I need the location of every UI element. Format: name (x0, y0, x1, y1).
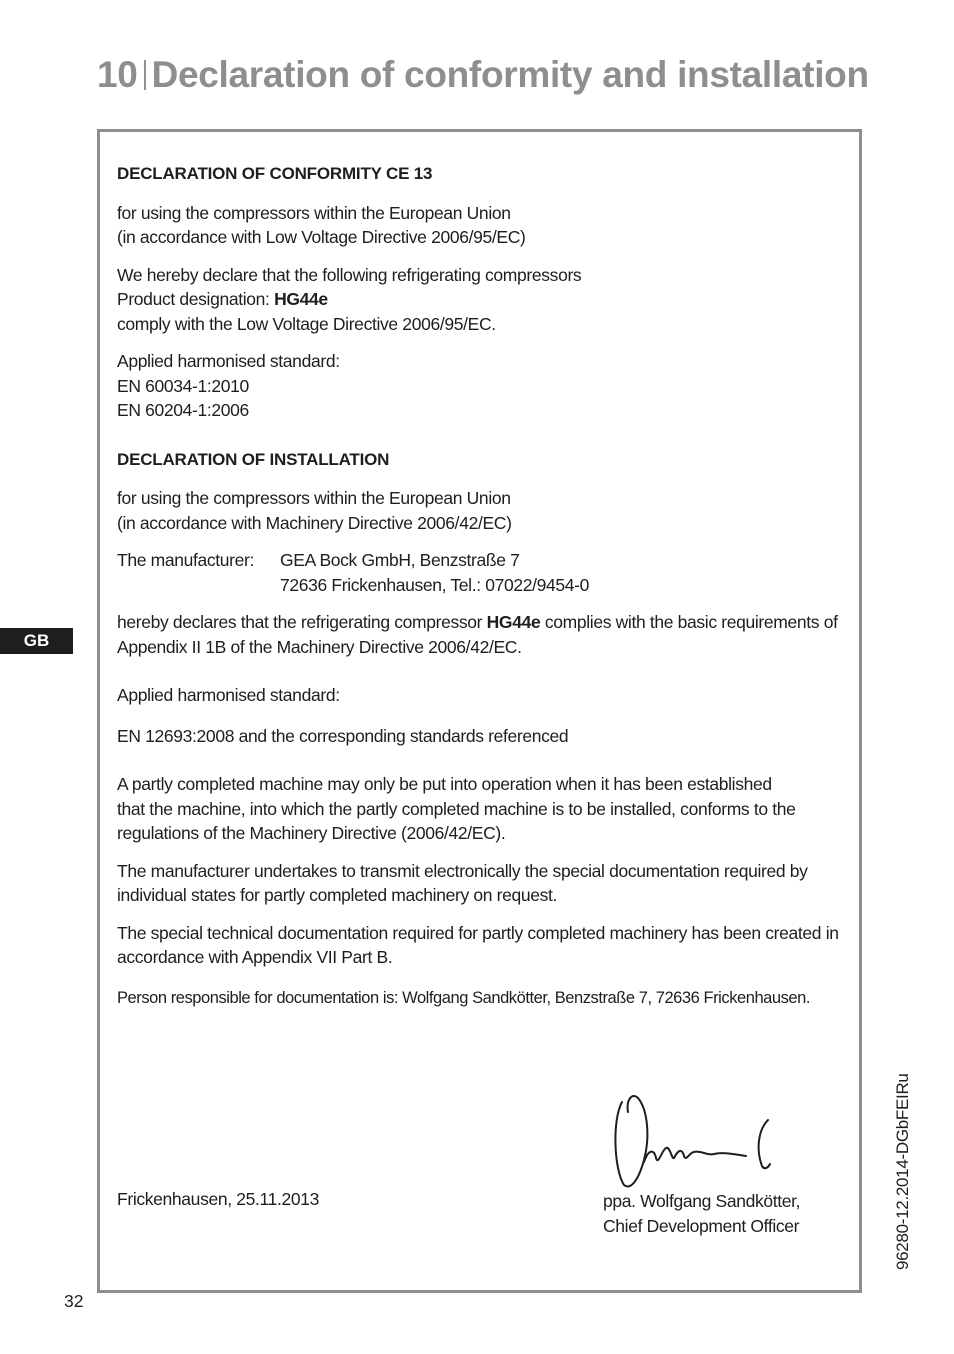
document-number: 96280-12.2014-DGbFEIRu (893, 1073, 912, 1270)
installation-intro-line2: (in accordance with Machinery Directive 2006/42/EC) (117, 512, 512, 533)
signer-name: ppa. Wolfgang Sandkötter, (603, 1191, 801, 1211)
heading-separator (144, 60, 146, 90)
manufacturer-line2: 72636 Frickenhausen, Tel.: 07022/9454-0 (280, 574, 590, 595)
conformity-standards-label: Applied harmonised standard: (117, 351, 340, 371)
special-documentation-text: The special technical documentation required for partly completed machinery has been created in accordance with Appendix VII Part B. (117, 922, 839, 967)
chapter-number: 10 (97, 54, 138, 95)
manufacturer-address (280, 548, 589, 597)
installation-standards-label: Applied harmonised standard: (117, 685, 340, 705)
declaration-line1: We hereby declare that the following refrigerating compressors (117, 264, 582, 285)
declares-part2: complies with the basic requirements of Appendix II 1B of the Machinery Directive 2006/42/EC. (117, 612, 838, 657)
partly-completed-text (117, 772, 857, 846)
signature-image (608, 1090, 778, 1190)
standard-en60034: EN 60034-1:2010 (117, 375, 249, 396)
conformity-intro-line1: for using the compressors within the European Union (117, 202, 511, 223)
manufacturer-label: The manufacturer: (117, 550, 255, 570)
signer-title: Chief Development Officer (603, 1215, 800, 1236)
declaration-line3: comply with the Low Voltage Directive 2006/95/EC. (117, 313, 496, 334)
conformity-intro (117, 201, 857, 250)
partly-line2: that the machine, into which the partly completed machine is to be installed, conforms to the regulations of the Machinery Directive (2006/42/EC). (117, 798, 796, 843)
standard-en60204: EN 60204-1:2006 (117, 400, 249, 420)
transmit-text: The manufacturer undertakes to transmit electronically the special documentation required by individual states for partly completed machinery on request. (117, 860, 808, 905)
chapter-heading (97, 54, 869, 96)
place-and-date: Frickenhausen, 25.11.2013 (117, 1189, 320, 1209)
conformity-standards (117, 349, 857, 423)
responsible-person-text: Person responsible for documentation is: Wolfgang Sandkötter, Benzstraße 7, 72636 Frickenhausen. (117, 988, 811, 1007)
declares-product: HG44e (486, 612, 541, 632)
product-label: Product designation: (117, 289, 275, 309)
product-name: HG44e (274, 289, 328, 309)
installation-intro-line1: for using the compressors within the European Union (117, 488, 511, 508)
installation-intro (117, 486, 857, 535)
signer-block (603, 1189, 800, 1238)
product-designation (117, 287, 857, 312)
manufacturer-block (117, 548, 857, 597)
language-tab: GB (0, 628, 73, 654)
partly-line1: A partly completed machine may only be put into operation when it has been established (117, 774, 772, 794)
conformity-heading: DECLARATION OF CONFORMITY CE 13 (117, 164, 433, 183)
declares-part1: hereby declares that the refrigerating compressor (117, 612, 487, 632)
manufacturer-line1: GEA Bock GmbH, Benzstraße 7 (280, 550, 520, 570)
installation-standard: EN 12693:2008 and the corresponding standards referenced (117, 725, 569, 746)
conformity-declaration (117, 263, 857, 337)
installation-heading: DECLARATION OF INSTALLATION (117, 449, 390, 469)
conformity-intro-line2: (in accordance with Low Voltage Directive 2006/95/EC) (117, 227, 526, 247)
chapter-title: Declaration of conformity and installation (151, 54, 869, 95)
page-number: 32 (64, 1291, 84, 1311)
declaration-content (117, 160, 857, 1023)
installation-declaration (117, 610, 857, 659)
